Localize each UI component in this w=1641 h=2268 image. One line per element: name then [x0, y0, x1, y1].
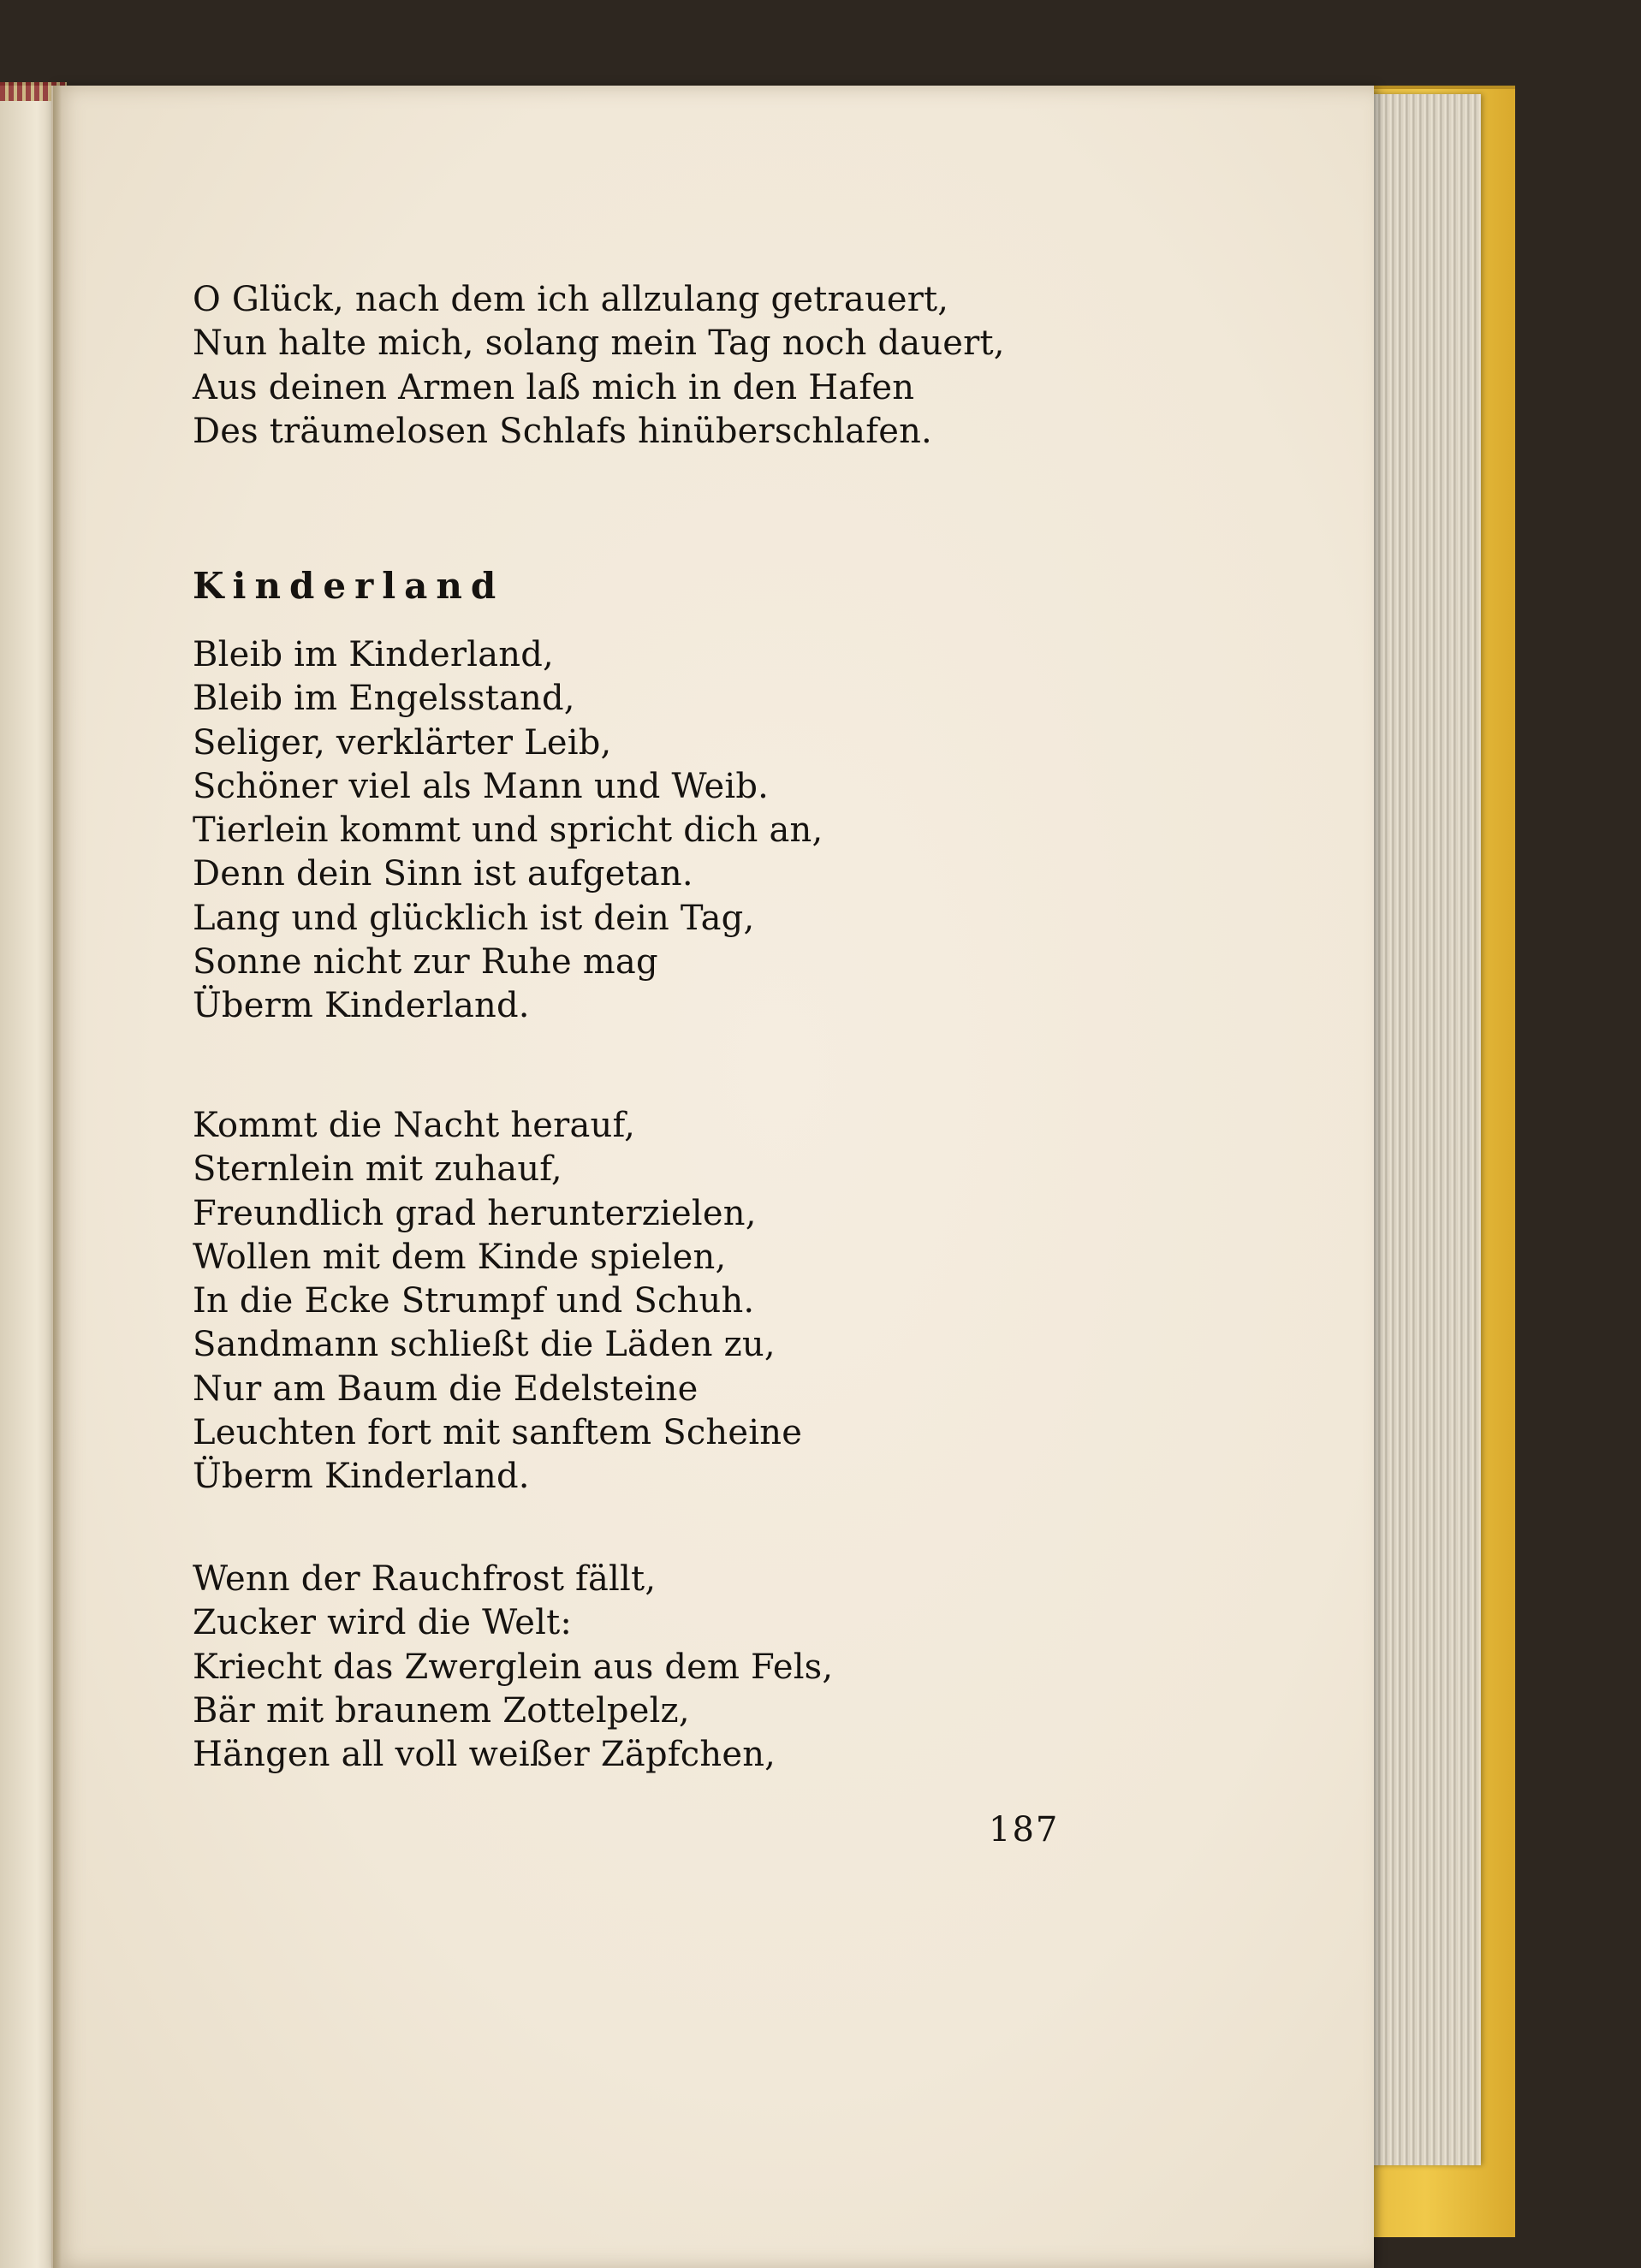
poem-line: Überm Kinderland.: [193, 986, 530, 1026]
poem-line: Hängen all voll weißer Zäpfchen,: [193, 1735, 776, 1775]
poem-line: Aus deinen Armen laß mich in den Hafen: [193, 367, 915, 407]
poem-line: Zucker wird die Welt:: [193, 1603, 573, 1643]
stanza-2: [193, 1104, 802, 1499]
page-number: 187: [989, 1810, 1060, 1849]
poem-line: Leuchten fort mit sanftem Scheine: [193, 1413, 803, 1453]
poem-line: Kommt die Nacht herauf,: [193, 1106, 635, 1145]
poem-line: Seliger, verklärter Leib,: [193, 722, 612, 763]
poem-line: In die Ecke Strumpf und Schuh.: [193, 1281, 755, 1321]
poem-line: Bleib im Kinderland,: [193, 635, 554, 674]
poem-line: Schöner viel als Mann und Weib.: [193, 766, 770, 806]
poem-line: Denn dein Sinn ist aufgetan.: [193, 854, 693, 894]
poem-line: Lang und glücklich ist dein Tag,: [193, 898, 755, 938]
poem-line: Nur am Baum die Edelsteine: [193, 1369, 699, 1409]
poem-line: O Glück, nach dem ich allzulang getrauert,: [193, 280, 949, 319]
poem-title: Kinderland: [193, 565, 505, 607]
page-edges: [1361, 94, 1481, 2165]
stanza-1: [193, 633, 823, 1029]
stanza-intro: [193, 278, 1005, 454]
page-gutter: [53, 86, 62, 2268]
poem-line: Tierlein kommt und spricht dich an,: [193, 810, 823, 851]
poem-line: Sandmann schließt die Läden zu,: [193, 1325, 776, 1365]
poem-line: Sternlein mit zuhauf,: [193, 1149, 562, 1190]
poem-line: Des träumelosen Schlafs hinüberschlafen.: [193, 411, 932, 451]
poem-line: Bleib im Engelsstand,: [193, 679, 575, 719]
poem-line: Wenn der Rauchfrost fällt,: [193, 1559, 657, 1599]
poem-line: Bär mit braunem Zottelpelz,: [193, 1690, 690, 1731]
poem-line: Überm Kinderland.: [193, 1457, 530, 1497]
poem-line: Nun halte mich, solang mein Tag noch dauert,: [193, 324, 1005, 364]
poem-line: Kriecht das Zwerglein aus dem Fels,: [193, 1647, 834, 1687]
poem-line: Sonne nicht zur Ruhe mag: [193, 942, 658, 983]
stanza-3: [193, 1558, 833, 1777]
poem-line: Freundlich grad herunterzielen,: [193, 1193, 757, 1233]
poem-line: Wollen mit dem Kinde spielen,: [193, 1237, 727, 1277]
